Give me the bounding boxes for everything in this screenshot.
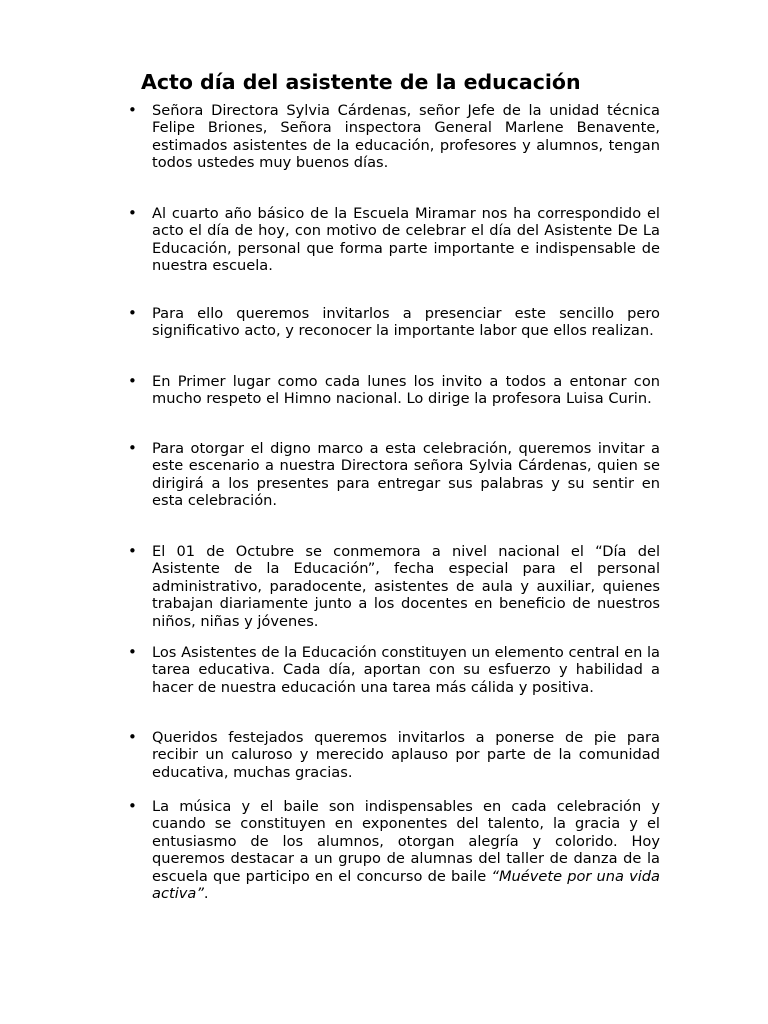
bullet-icon: • (128, 204, 137, 222)
document-title: Acto día del asistente de la educación (141, 70, 581, 94)
bullet-icon: • (128, 372, 137, 390)
paragraph-commemoration: El 01 de Octubre se conmemora a nivel nacional el “Día del Asistente de la Educación”, fecha especial para el personal administrativo, paradocente, asistentes de aula y auxiliar, quienes trabajan diariamente junto a los docentes en beneficio de nuestros niños, niñas y jóvenes. (152, 543, 660, 630)
paragraph-dance-end: . (203, 885, 209, 903)
bullet-icon: • (128, 101, 137, 119)
paragraph-dance-text: La música y el baile son indispensables en cada celebración y cuando se constituyen en exponentes del talento, la gracia y el entusiasmo de los alumnos, otorgan alegría y colorido. Hoy queremos destacar a un grupo de alumnas del taller de danza de la escuela que participo en el concurso de baile (152, 798, 660, 885)
bullet-icon: • (128, 643, 137, 661)
bullet-icon: • (128, 728, 137, 746)
paragraph-greeting: Señora Directora Sylvia Cárdenas, señor Jefe de la unidad técnica Felipe Briones, Señora inspectora General Marlene Benavente, estimados asistentes de la educación, profesores y alumnos, tengan todos ustedes muy buenos días. (152, 102, 660, 172)
paragraph-applause: Queridos festejados queremos invitarlos a ponerse de pie para recibir un caluroso y merecido aplauso por parte de la comunidad educativa, muchas gracias. (152, 729, 660, 781)
paragraph-director: Para otorgar el digno marco a esta celebración, queremos invitar a este escenario a nuestra Directora señora Sylvia Cárdenas, quien se dirigirá a los presentes para entregar sus palabras y su sentir en esta celebración. (152, 440, 660, 510)
paragraph-invitation: Para ello queremos invitarlos a presenciar este sencillo pero significativo acto, y reconocer la importante labor que ellos realizan. (152, 305, 660, 340)
paragraph-anthem: En Primer lugar como cada lunes los invito a todos a entonar con mucho respeto el Himno nacional. Lo dirige la profesora Luisa Curin. (152, 373, 660, 408)
contest-name: “Muévete por una vida activa” (152, 867, 660, 903)
bullet-icon: • (128, 542, 137, 560)
bullet-icon: • (128, 797, 137, 815)
paragraph-dance (152, 798, 660, 902)
bullet-icon: • (128, 304, 137, 322)
bullet-icon: • (128, 439, 137, 457)
paragraph-assistants: Los Asistentes de la Educación constituyen un elemento central en la tarea educativa. Cada día, aportan con su esfuerzo y habilidad a hacer de nuestra educación una tarea más cálida y positiva. (152, 644, 660, 696)
paragraph-course-intro: Al cuarto año básico de la Escuela Miramar nos ha correspondido el acto el día de hoy, con motivo de celebrar el día del Asistente De La Educación, personal que forma parte importante e indispensable de nuestra escuela. (152, 205, 660, 275)
